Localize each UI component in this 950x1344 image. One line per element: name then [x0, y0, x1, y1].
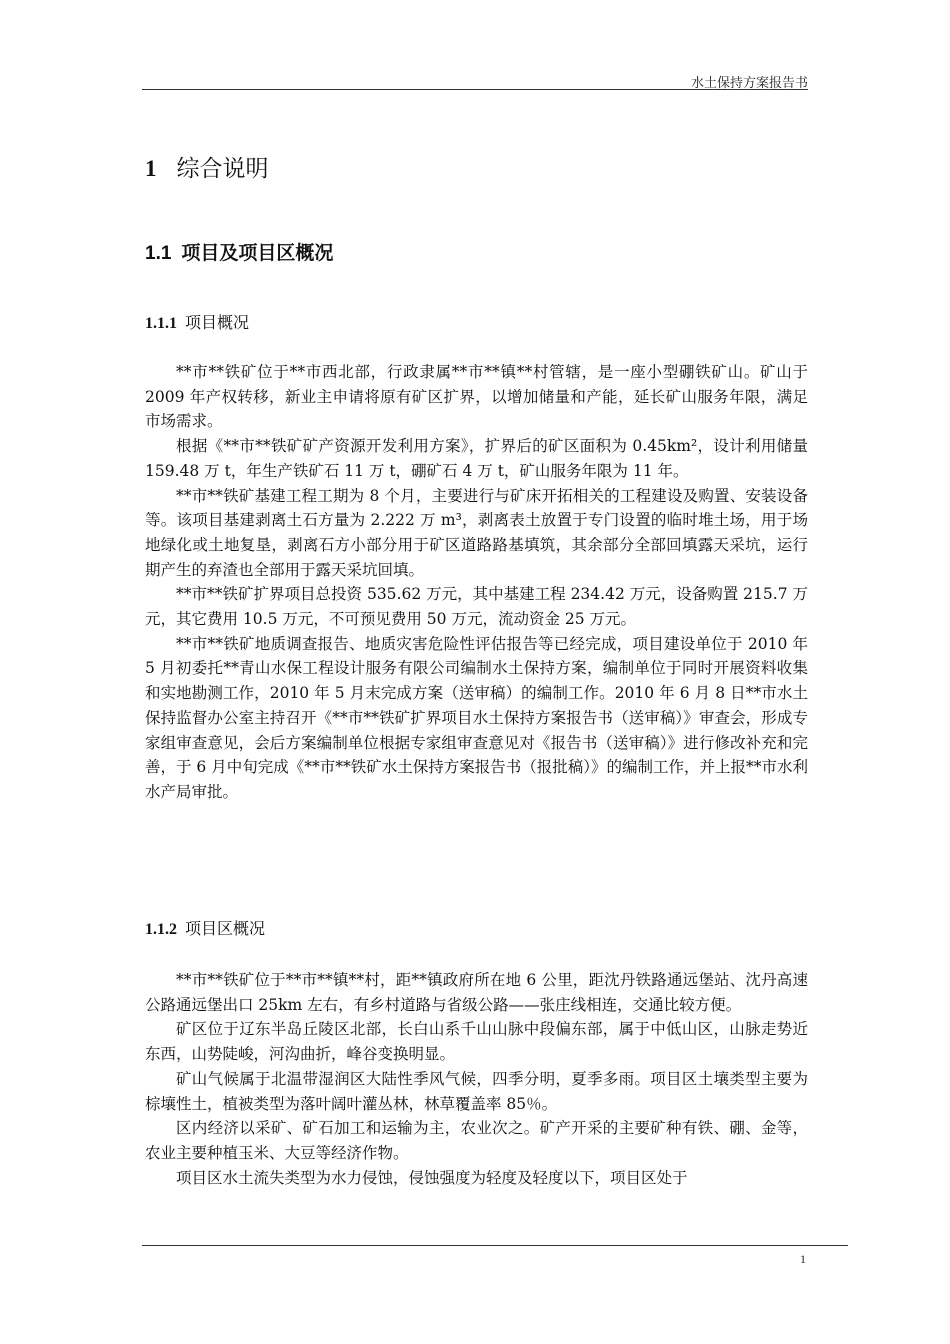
body-paragraph: **市**铁矿位于**市西北部，行政隶属**市**镇**村管辖，是一座小型硼铁矿山。矿山于 2009 年产权转移，新业主申请将原有矿区扩界，以增加储量和产能，延长矿山服务年限，满足市场需求。 [145, 363, 808, 431]
section-number: 1.1 [145, 243, 172, 264]
running-header: 水土保持方案报告书 [690, 76, 808, 91]
subsection-body [145, 360, 808, 805]
chapter-heading [145, 150, 269, 183]
subsection-heading [145, 310, 249, 333]
body-paragraph: 项目区水土流失类型为水力侵蚀，侵蚀强度为轻度及轻度以下，项目区处于 [176, 1168, 688, 1187]
body-paragraph: 根据《**市**铁矿矿产资源开发利用方案》，扩界后的矿区面积为 0.45km²，设计利用储量 159.48 万 t，年生产铁矿石 11 万 t，硼矿石 4 万 t，矿山服务年限为 11 年。 [145, 437, 808, 480]
body-paragraph: 区内经济以采矿、矿石加工和运输为主，农业次之。矿产开采的主要矿种有铁、硼、金等，农业主要种植玉米、大豆等经济作物。 [145, 1119, 808, 1162]
section-heading [145, 238, 333, 265]
chapter-number: 1 [145, 156, 157, 181]
subsection-heading [145, 916, 265, 939]
section-title: 项目及项目区概况 [181, 242, 334, 264]
subsection-title: 项目区概况 [185, 919, 266, 938]
subsection-title: 项目概况 [185, 313, 250, 332]
footer-rule [142, 1245, 848, 1246]
body-paragraph: **市**铁矿基建工程工期为 8 个月，主要进行与矿床开拓相关的工程建设及购置、安装设备等。该项目基建剥离土石方量为 2.222 万 m³，剥离表土放置于专门设置的临时堆土场，用于场地绿化或土地复垦，剥离石方小部分用于矿区道路路基填筑，其余部分全部回填露天采坑，运行期产生的弃渣也全部用于露天采坑回填。 [145, 486, 808, 579]
subsection-number: 1.1.2 [145, 921, 177, 938]
subsection-body [145, 968, 808, 1190]
body-paragraph: 矿区位于辽东半岛丘陵区北部，长白山系千山山脉中段偏东部，属于中低山区，山脉走势近东西，山势陡峻，河沟曲折，峰谷变换明显。 [145, 1020, 808, 1064]
body-paragraph: **市**铁矿扩界项目总投资 535.62 万元，其中基建工程 234.42 万元，设备购置 215.7 万元，其它费用 10.5 万元，不可预见费用 50 万元，流动资金 25 万元。 [145, 585, 808, 629]
body-paragraph: 矿山气候属于北温带湿润区大陆性季风气候，四季分明，夏季多雨。项目区土壤类型主要为棕壤性土，植被类型为落叶阔叶灌丛林，林草覆盖率 85％。 [145, 1069, 808, 1113]
body-paragraph: **市**铁矿位于**市**镇**村，距**镇政府所在地 6 公里，距沈丹铁路通远堡站、沈丹高速公路通远堡出口 25km 左右，有乡村道路与省级公路——张庄线相连，交通比较方便。 [145, 971, 808, 1014]
subsection-number: 1.1.1 [145, 315, 177, 332]
body-paragraph: **市**铁矿地质调查报告、地质灾害危险性评估报告等已经完成，项目建设单位于 2010 年 5 月初委托**青山水保工程设计服务有限公司编制水土保持方案，编制单位于同时开展资料收集和实地勘测工作，2010 年 5 月末完成方案（送审稿）的编制工作。2010 年 6 月 8 日**市水土保持监督办公室主持召开《**市**铁矿扩界项目水土保持方案报告书（送审稿）》审查会，形成专家组审查意见，会后方案编制单位根据专家组审查意见对《报告书（送审稿）》进行修改补充和完善，于 6 月中旬完成《**市**铁矿水土保持方案报告书（报批稿）》的编制工作，并上报**市水利水产局审批。 [145, 634, 808, 801]
chapter-title: 综合说明 [176, 156, 269, 182]
header-rule [142, 89, 808, 90]
page-number: 1 [800, 1252, 806, 1266]
